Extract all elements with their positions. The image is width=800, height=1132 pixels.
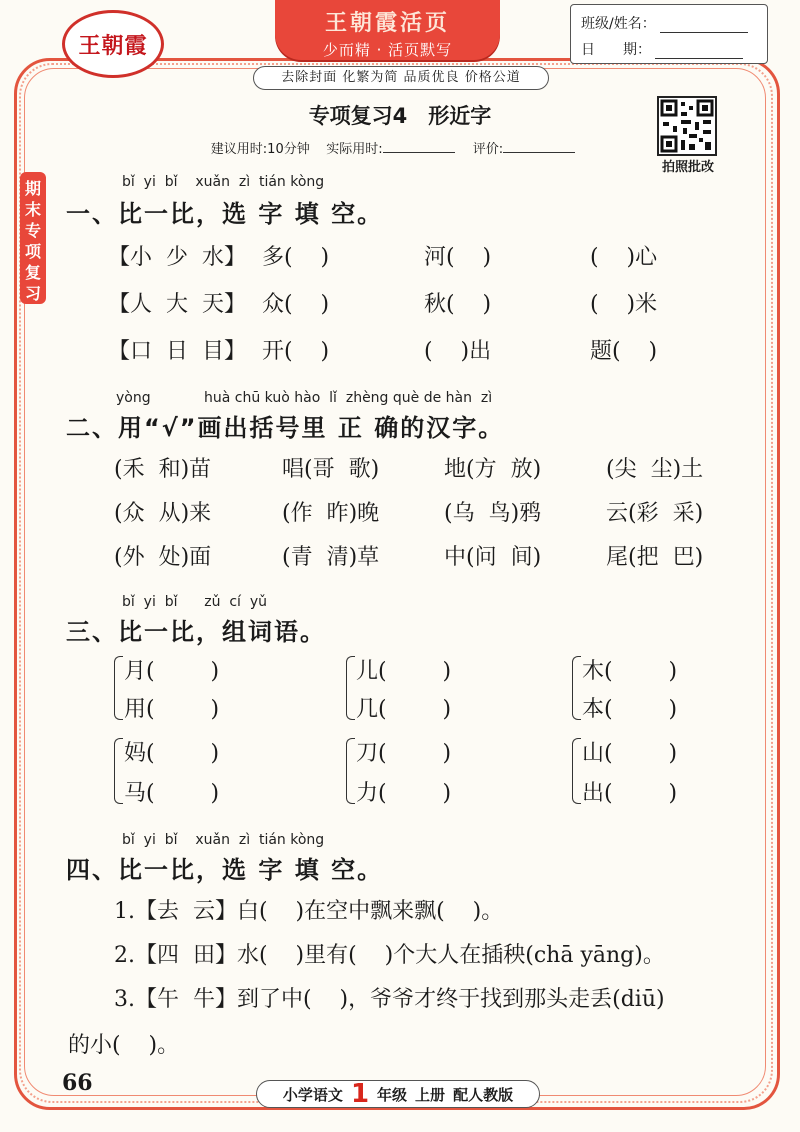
s3-g5-a[interactable]: 刀( ) xyxy=(356,741,452,766)
section1-heading: 一、比一比，选 字 填 空。 xyxy=(66,200,384,228)
s1-row3-blank3[interactable]: 题( ) xyxy=(590,339,658,364)
s3-g6-a[interactable]: 山( ) xyxy=(582,741,678,766)
student-info-box xyxy=(570,4,768,64)
footer-subject: 小学语文 xyxy=(282,1085,343,1104)
slogan: 去除封面 化繁为简 品质优良 价格公道 xyxy=(253,66,549,90)
qr-caption: 拍照批改 xyxy=(661,160,714,175)
actual-time-label: 实际用时: xyxy=(326,142,383,157)
rating-label: 评价: xyxy=(472,142,504,157)
s1-row1-blank2[interactable]: 河( ) xyxy=(424,245,492,270)
s1-row2-blank1[interactable]: 众( ) xyxy=(262,292,330,317)
section3-heading: 三、比一比，组词语。 xyxy=(66,618,326,646)
brand-subtitle: 少而精 · 活页默写 xyxy=(322,41,453,59)
s1-row2-options: 【人 大 天】 xyxy=(108,292,246,317)
s4-line-3[interactable]: 3.【午 牛】到了中( )，爷爷才终于找到那头走丢(diū) xyxy=(114,987,665,1012)
s4-line-1[interactable]: 1.【去 云】白( )在空中飘来飘( )。 xyxy=(114,899,504,924)
page-number: 66 xyxy=(62,1070,93,1096)
side-tab-label: 期末专项复习 xyxy=(25,179,42,303)
brace-5 xyxy=(346,738,355,804)
brace-2 xyxy=(346,656,355,720)
section4-heading: 四、比一比，选 字 填 空。 xyxy=(66,856,384,884)
s3-g6-b[interactable]: 出( ) xyxy=(582,781,678,806)
section3-pinyin: bǐ yi bǐ zǔ cí yǔ xyxy=(122,594,267,610)
section2-pinyin: yòng huà chū kuò hào lǐ zhèng què de hàn zì xyxy=(116,390,493,406)
s2-r2-c4[interactable]: 云(彩 采) xyxy=(606,501,704,526)
s1-row1-options: 【小 少 水】 xyxy=(108,245,246,270)
s1-row1-blank3[interactable]: ( )心 xyxy=(590,245,658,270)
s3-g2-b[interactable]: 几( ) xyxy=(356,697,452,722)
s2-r3-c2[interactable]: (青 清)草 xyxy=(282,545,380,570)
s3-g3-a[interactable]: 木( ) xyxy=(582,659,678,684)
brand-banner xyxy=(275,0,500,60)
section2-heading: 二、用“√”画出括号里 正 确的汉字。 xyxy=(66,414,505,442)
logo-text: 王朝霞 xyxy=(78,32,148,59)
section4-pinyin: bǐ yi bǐ xuǎn zì tián kòng xyxy=(122,832,325,848)
s2-r3-c4[interactable]: 尾(把 巴) xyxy=(606,545,704,570)
brace-6 xyxy=(572,738,581,804)
brace-1 xyxy=(114,656,123,720)
footer-label xyxy=(256,1080,540,1108)
s2-r2-c2[interactable]: (作 昨)晚 xyxy=(282,501,380,526)
s1-row2-blank3[interactable]: ( )米 xyxy=(590,292,658,317)
s2-r1-c1[interactable]: (禾 和)苗 xyxy=(114,457,212,482)
s3-g5-b[interactable]: 力( ) xyxy=(356,781,452,806)
brace-3 xyxy=(572,656,581,720)
s3-g4-a[interactable]: 妈( ) xyxy=(124,741,220,766)
s4-line-2[interactable]: 2.【四 田】水( )里有( )个大人在插秧(chā yāng)。 xyxy=(114,943,665,968)
publisher-logo xyxy=(62,10,164,78)
s2-r2-c3[interactable]: (乌 鸟)鸦 xyxy=(444,501,542,526)
s1-row1-blank1[interactable]: 多( ) xyxy=(262,245,330,270)
s2-r2-c1[interactable]: (众 从)来 xyxy=(114,501,212,526)
class-name-field[interactable] xyxy=(660,18,748,33)
footer-edition: 配人教版 xyxy=(453,1085,514,1104)
date-label: 日 期： xyxy=(581,42,651,58)
actual-time-field[interactable] xyxy=(383,152,455,153)
page-title: 专项复习4 形近字 xyxy=(308,104,492,128)
date-field[interactable] xyxy=(655,44,743,59)
s2-r1-c3[interactable]: 地(方 放) xyxy=(444,457,542,482)
class-name-row xyxy=(581,13,748,33)
s1-row3-options: 【口 日 目】 xyxy=(108,339,246,364)
s2-r3-c1[interactable]: (外 处)面 xyxy=(114,545,212,570)
s2-r3-c3[interactable]: 中(问 间) xyxy=(444,545,542,570)
s3-g2-a[interactable]: 儿( ) xyxy=(356,659,452,684)
s1-row3-blank2[interactable]: ( )出 xyxy=(424,339,492,364)
suggested-time: 建议用时:10分钟 xyxy=(210,142,310,157)
s3-g4-b[interactable]: 马( ) xyxy=(124,781,220,806)
s4-line-4[interactable]: 的小( )。 xyxy=(68,1033,180,1058)
s1-row2-blank2[interactable]: 秋( ) xyxy=(424,292,492,317)
s2-r1-c4[interactable]: (尖 尘)土 xyxy=(606,457,704,482)
footer-grade-number: 1 xyxy=(350,1079,370,1109)
rating-field[interactable] xyxy=(503,152,575,153)
side-tab xyxy=(20,172,46,304)
s3-g1-a[interactable]: 月( ) xyxy=(124,659,220,684)
s3-g3-b[interactable]: 本( ) xyxy=(582,697,678,722)
brace-4 xyxy=(114,738,123,804)
date-row xyxy=(581,39,743,59)
s1-row3-blank1[interactable]: 开( ) xyxy=(262,339,330,364)
footer-volume: 上册 xyxy=(415,1085,446,1104)
s3-g1-b[interactable]: 用( ) xyxy=(124,697,220,722)
footer-grade-label: 年级 xyxy=(377,1085,408,1104)
time-meta xyxy=(0,138,800,157)
class-name-label: 班级/姓名： xyxy=(581,16,656,32)
s2-r1-c2[interactable]: 唱(哥 歌) xyxy=(282,457,380,482)
brand-title: 王朝霞活页 xyxy=(324,10,450,36)
section1-pinyin: bǐ yi bǐ xuǎn zì tián kòng xyxy=(122,174,325,190)
